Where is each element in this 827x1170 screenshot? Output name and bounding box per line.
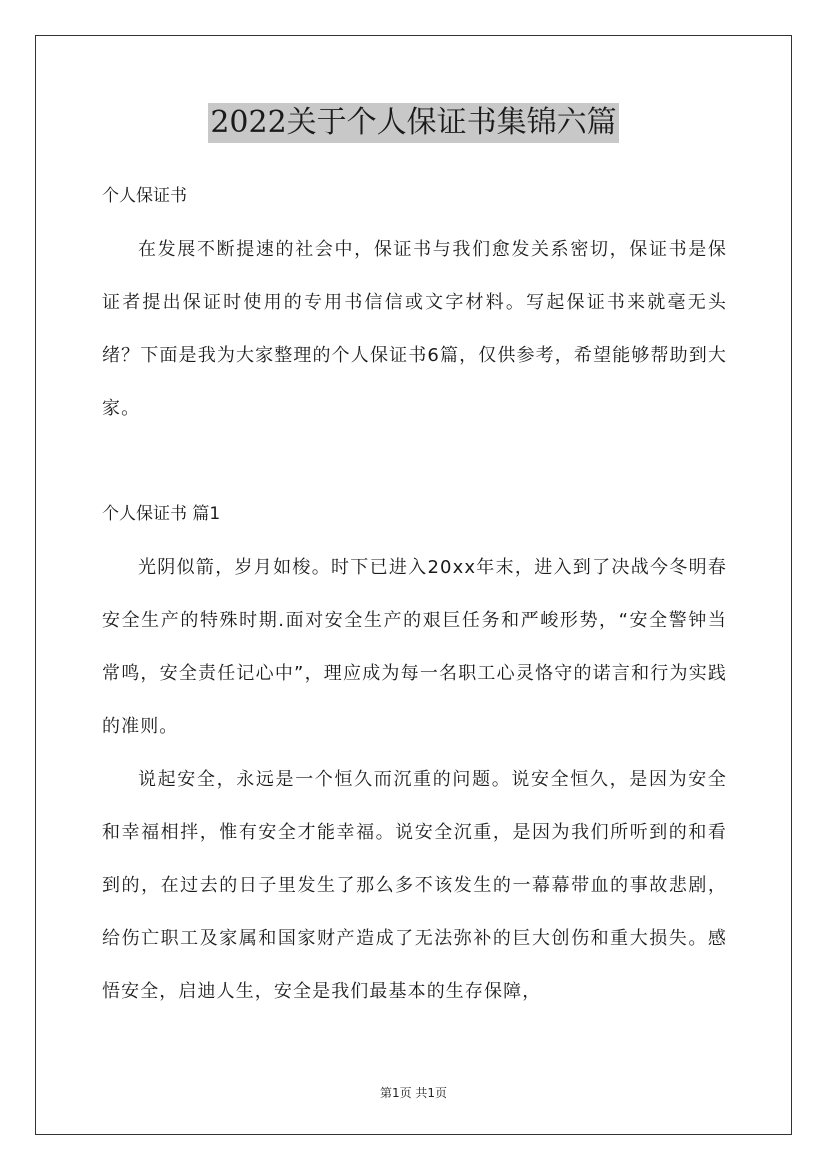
section-heading: 个人保证书 篇1 [102, 504, 221, 524]
paragraph: 在发展不断提速的社会中，保证书与我们愈发关系密切，保证书是保证者提出保证时使用的专用书信信或文字材料。写起保证书来就毫无头绪？下面是我为大家整理的个人保证书6篇，仅供参考，希望能够帮助到大家。 [102, 239, 727, 419]
document-title: 2022关于个人保证书集锦六篇 [208, 103, 618, 143]
page-footer: 第1页 共1页 [379, 1086, 448, 1100]
section-heading: 个人保证书 [102, 186, 187, 206]
paragraph: 说起安全，永远是一个恒久而沉重的问题。说安全恒久，是因为安全和幸福相拌，惟有安全才能幸福。说安全沉重，是因为我们所听到的和看到的，在过去的日子里发生了那么多不该发生的一幕幕带血的事故悲剧，给伤亡职工及家属和国家财产造成了无法弥补的巨大创伤和重大损失。感悟安全，启迪人生，安全是我们最基本的生存保障， [102, 769, 727, 1002]
document-body [102, 170, 727, 1018]
title-wrap [0, 103, 827, 143]
paragraph: 光阴似箭，岁月如梭。时下已进入20xx年末，进入到了决战今冬明春安全生产的特殊时期.面对安全生产的艰巨任务和严峻形势，“安全警钟当常鸣，安全责任记心中”，理应成为每一名职工心灵恪守的诺言和行为实践的准则。 [102, 557, 727, 737]
section-gap [102, 435, 727, 488]
